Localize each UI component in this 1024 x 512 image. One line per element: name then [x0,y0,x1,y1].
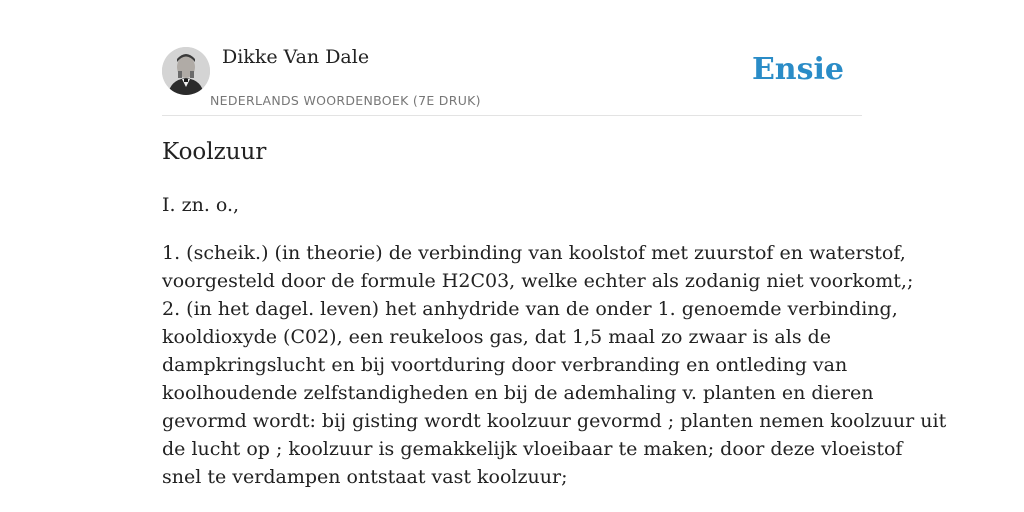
source-title[interactable]: NEDERLANDS WOORDENBOEK (7E DRUK) [210,93,481,108]
author-name[interactable]: Dikke Van Dale [222,46,370,68]
definition-line: 1. (scheik.) (in theorie) de verbinding van koolstof met zuurstof en waterstof, [162,242,906,264]
portrait-avatar-icon[interactable] [162,47,210,95]
entry-grammar: I. zn. o., [162,194,240,216]
entry-definition [162,239,947,491]
definition-line: de lucht op ; koolzuur is gemakkelijk vloeibaar te maken; door deze vloeistof [162,438,903,460]
entry-term: Koolzuur [162,139,267,165]
definition-line: 2. (in het dagel. leven) het anhydride van de onder 1. genoemde verbinding, [162,298,898,320]
definition-line: dampkringslucht en bij voortduring door verbranding en ontleding van [162,354,848,376]
definition-line: koolhoudende zelfstandigheden en bij de ademhaling v. planten en dieren [162,382,874,404]
brand-logo[interactable]: Ensie [751,52,844,87]
definition-line: kooldioxyde (C02), een reukeloos gas, dat 1,5 maal zo zwaar is als de [162,326,832,348]
definition-line: snel te verdampen ontstaat vast koolzuur; [162,466,568,488]
header [162,44,862,116]
definition-line: voorgesteld door de formule H2C03, welke echter als zodanig niet voorkomt,; [162,270,914,292]
definition-line: gevormd wordt: bij gisting wordt koolzuur gevormd ; planten nemen koolzuur uit [162,410,947,432]
